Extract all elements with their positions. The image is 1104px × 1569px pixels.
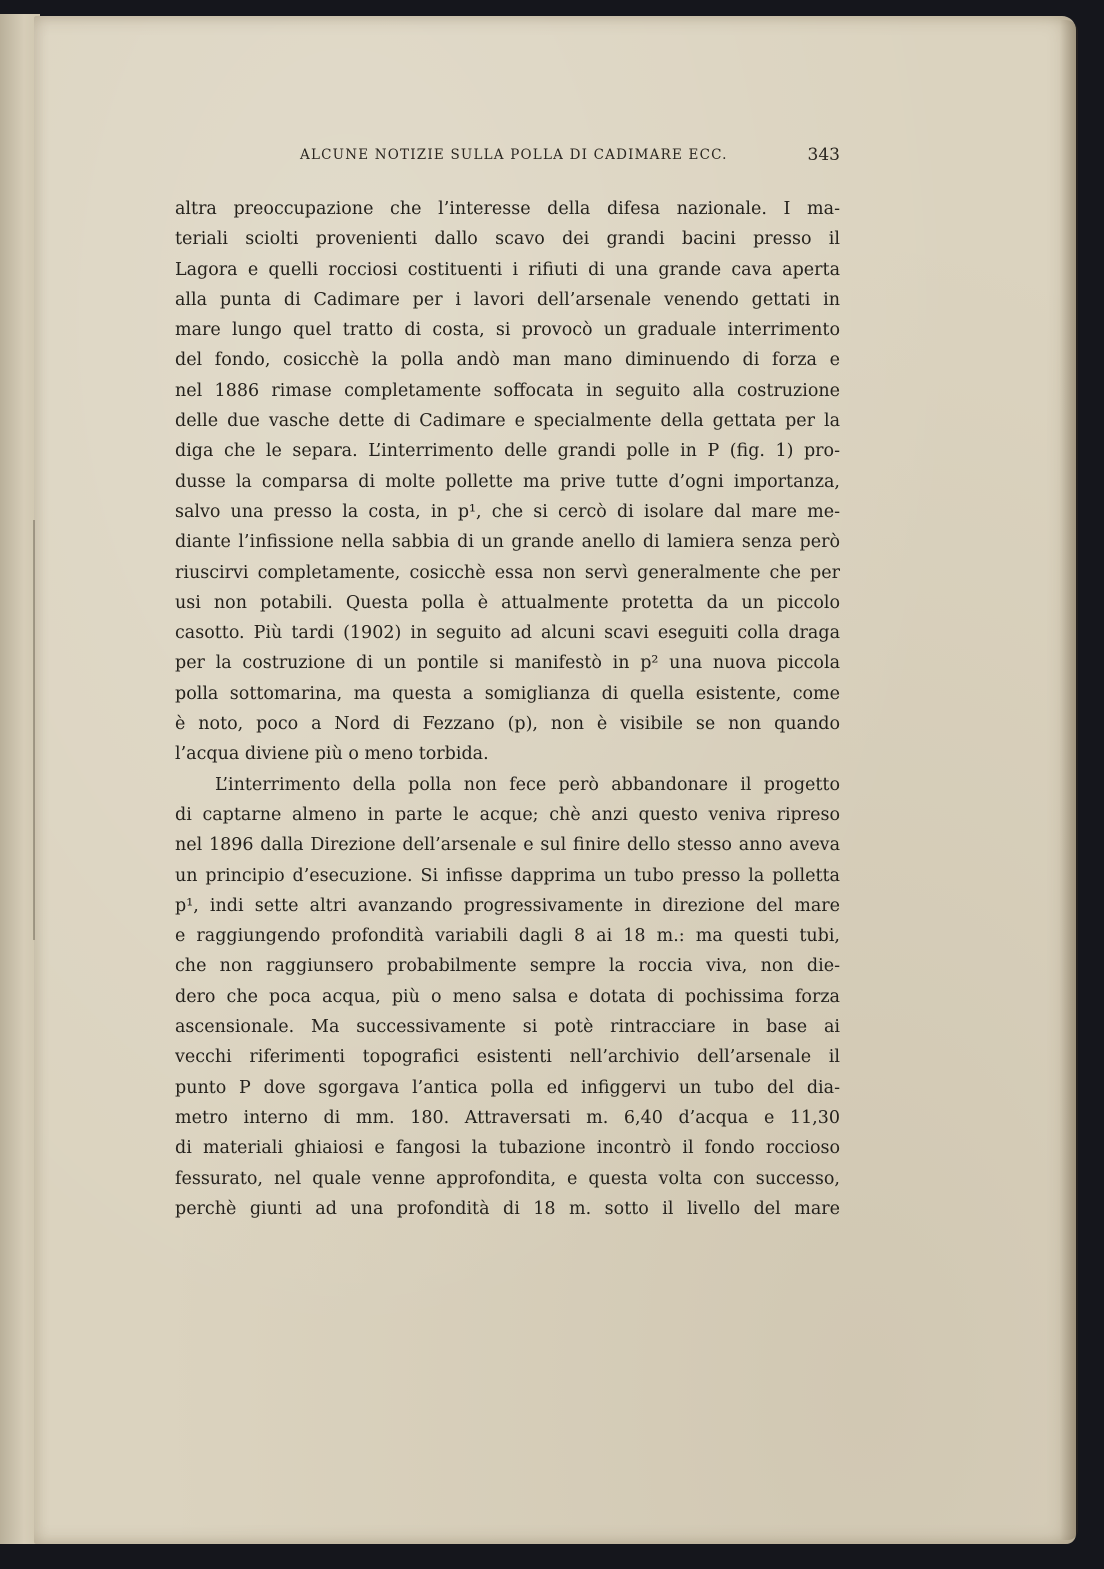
- text-line: mare lungo quel tratto di costa, si provocò un graduale interrimento: [175, 320, 840, 341]
- text-line: perchè giunti ad una profondità di 18 m. sotto il livello del mare: [175, 1198, 840, 1219]
- text-line: metro interno di mm. 180. Attraversati m. 6,40 d’acqua e 11,30: [175, 1107, 840, 1128]
- text-line: che non raggiunsero probabilmente sempre la roccia viva, non die-: [175, 956, 840, 977]
- text-line: dusse la comparsa di molte pollette ma prive tutte d’ogni importanza,: [175, 471, 840, 492]
- text-line: ascensionale. Ma successivamente si potè rintracciare in base ai: [175, 1017, 840, 1038]
- text-line: altra preoccupazione che l’interesse della difesa nazionale. I ma-: [175, 199, 840, 219]
- page-number: 343: [807, 145, 840, 165]
- text-line: polla sottomarina, ma questa a somiglianza di quella esistente, come: [175, 683, 840, 704]
- text-line: un principio d’esecuzione. Si infisse dapprima un tubo presso la polletta: [175, 865, 840, 886]
- running-title: ALCUNE NOTIZIE SULLA POLLA DI CADIMARE ECC.: [300, 147, 728, 163]
- text-line: per la costruzione di un pontile si manifestò in p² una nuova piccola: [175, 653, 840, 674]
- text-line: nel 1886 rimase completamente soffocata in seguito alla costruzione: [175, 380, 840, 401]
- text-line: di captarne almeno in parte le acque; chè anzi questo veniva ripreso: [175, 804, 840, 825]
- paragraph-last-line: l’acqua diviene più o meno torbida.: [175, 744, 489, 765]
- text-line: p¹, indi sette altri avanzando progressivamente in direzione del mare: [175, 895, 840, 916]
- body-text: [175, 194, 840, 1224]
- text-line: salvo una presso la costa, in p¹, che si cercò di isolare dal mare me-: [175, 501, 840, 522]
- text-line: del fondo, cosicchè la polla andò man mano diminuendo di forza e: [175, 350, 840, 371]
- text-line: casotto. Più tardi (1902) in seguito ad alcuni scavi eseguiti colla draga: [175, 623, 840, 644]
- text-line: fessurato, nel quale venne approfondita, e questa volta con successo,: [175, 1168, 840, 1189]
- text-line: vecchi riferimenti topografici esistenti nell’archivio dell’arsenale il: [175, 1047, 840, 1068]
- paragraph-first-line: L’interrimento della polla non fece però abbandonare il progetto: [215, 774, 840, 795]
- text-line: di materiali ghiaiosi e fangosi la tubazione incontrò il fondo roccioso: [175, 1138, 840, 1159]
- text-line: punto P dove sgorgava l’antica polla ed infiggervi un tubo del dia-: [175, 1077, 840, 1098]
- text-line: usi non potabili. Questa polla è attualmente protetta da un piccolo: [175, 592, 840, 613]
- text-line: nel 1896 dalla Direzione dell’arsenale e sul finire dello stesso anno aveva: [175, 835, 840, 856]
- text-line: e raggiungendo profondità variabili dagli 8 ai 18 m.: ma questi tubi,: [175, 926, 840, 947]
- text-line: teriali sciolti provenienti dallo scavo dei grandi bacini presso il: [175, 229, 840, 250]
- text-line: è noto, poco a Nord di Fezzano (p), non è visibile se non quando: [175, 714, 840, 735]
- text-line: Lagora e quelli rocciosi costituenti i rifiuti di una grande cava aperta: [175, 259, 840, 280]
- page-edge-shadow: [1060, 20, 1078, 1540]
- text-line: diga che le separa. L’interrimento delle grandi polle in P (fig. 1) pro-: [175, 441, 840, 462]
- text-line: alla punta di Cadimare per i lavori dell’arsenale venendo gettati in: [175, 289, 840, 310]
- text-line: diante l’infissione nella sabbia di un grande anello di lamiera senza però: [175, 532, 840, 553]
- running-head: [175, 145, 840, 167]
- text-line: riuscirvi completamente, cosicchè essa non servì generalmente che per: [175, 562, 840, 583]
- text-line: delle due vasche dette di Cadimare e specialmente della gettata per la: [175, 411, 840, 432]
- binding-crease: [33, 520, 41, 940]
- text-line: dero che poca acqua, più o meno salsa e dotata di pochissima forza: [175, 986, 840, 1007]
